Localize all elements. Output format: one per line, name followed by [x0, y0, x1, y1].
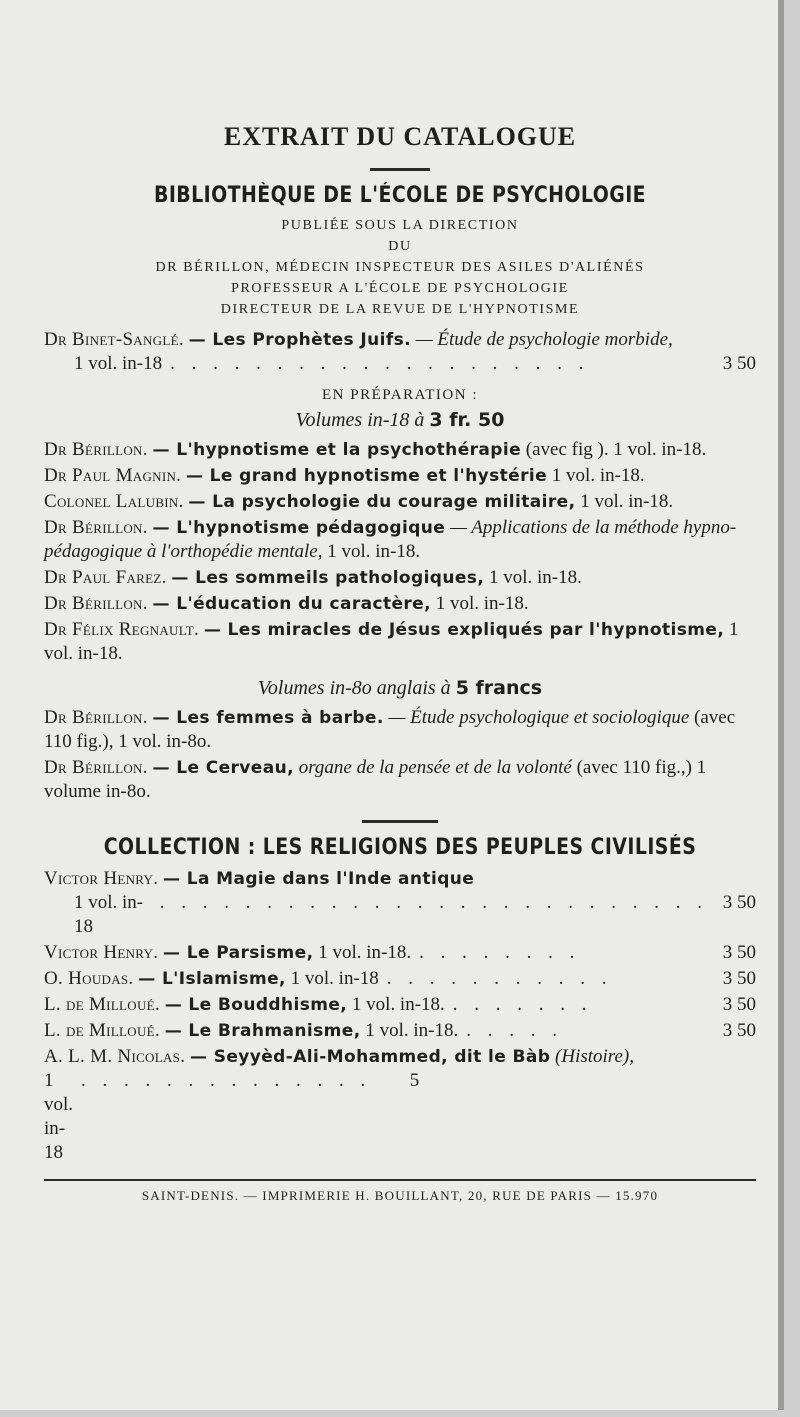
leader-dots: . . . . . . . . . . . . . . . . . . . . . . . . . .	[159, 892, 708, 913]
entry-rest: 1 vol. in-18	[74, 892, 144, 937]
entry-rest: 1 vol. in-18.	[327, 541, 421, 562]
collection-entry-4	[44, 993, 756, 1017]
entry-work: — L'hypnotisme pédagogique	[152, 518, 446, 538]
entry-work: — L'éducation du caractère,	[152, 594, 431, 614]
vol-head-price: 3 fr. 50	[429, 409, 505, 431]
collection-entry-2	[44, 941, 756, 965]
vol-head-text: Volumes in-8o anglais à	[257, 677, 451, 699]
entry-rest: 1 vol. in-18.	[551, 465, 645, 486]
entry-prep-4	[44, 516, 756, 564]
entry-rest: (avec 110 fig.), 1 vol. in-8o.	[44, 707, 736, 752]
leader-dots: . . . . .	[466, 1020, 563, 1041]
entry-author: Dr Bérillon.	[44, 439, 148, 460]
entry-rest: 1 vol. in-18.	[365, 1020, 459, 1041]
entry-work: — Les Prophètes Juifs.	[188, 330, 412, 350]
entry-work: — L'hypnotisme et la psychothérapie	[152, 440, 522, 460]
entry-work: — La Magie dans l'Inde antique	[163, 869, 475, 889]
entry-work: — Le Brahmanisme,	[164, 1021, 361, 1041]
entry-price: 3 50	[722, 1020, 756, 1041]
collection-entry-1	[44, 867, 756, 939]
page-content	[44, 118, 756, 1205]
entry-author: A. L. M. Nicolas.	[44, 1046, 186, 1067]
entry-rest: 1 vol. in-18	[44, 1070, 74, 1163]
entry-work: — Le Cerveau,	[152, 758, 294, 778]
entry-rest: 1 vol. in-18.	[580, 491, 674, 512]
entry-price: 3 50	[722, 353, 756, 374]
entry-rest: (avec 110 fig.,) 1 volume in-8o.	[44, 757, 707, 802]
entry-author: Dr Bérillon.	[44, 707, 148, 728]
entry-author: Dr Bérillon.	[44, 517, 148, 538]
entry-author: L. de Milloué.	[44, 994, 160, 1015]
entry-prep-3	[44, 490, 756, 514]
collection-entry-3	[44, 967, 756, 991]
entry-work: — Les miracles de Jésus expliqués par l'hypnotisme,	[203, 620, 725, 640]
entry-prep-1	[44, 438, 756, 462]
catalogue-title: EXTRAIT DU CATALOGUE	[223, 122, 577, 151]
entry-rest: 1 vol. in-18.	[435, 593, 529, 614]
entry-work: — Les sommeils pathologiques,	[171, 568, 485, 588]
entry-work: — Le Parsisme,	[163, 943, 314, 963]
entry-work: — La psychologie du courage mili	[188, 492, 522, 512]
preparation-label: EN PRÉPARATION :	[322, 387, 478, 403]
entry-price: 3 50	[722, 892, 756, 913]
leader-dots: . . . . . . . .	[419, 942, 581, 963]
entry-author: Dr Binet-Sanglé.	[44, 329, 184, 350]
entry-desc: — Étude de psychologie morbide,	[415, 329, 673, 350]
leader-dots: . . . . . . . . . . .	[386, 968, 613, 989]
octavo-volumes-head	[44, 674, 756, 702]
entry-octavo-2	[44, 756, 756, 804]
preparation-volumes-head	[44, 406, 756, 434]
entry-desc: — Étude psychologique et sociologique	[388, 707, 690, 728]
printer-imprint: SAINT-DENIS. — IMPRIMERIE H. BOUILLANT, 20, RUE DE PARIS — 15.970	[141, 1188, 659, 1203]
entry-work-continued: taire,	[521, 492, 576, 512]
direction-line-1: PUBLIÉE SOUS LA DIRECTION	[281, 218, 519, 233]
entry-work: — Les femmes à barbe.	[152, 708, 384, 728]
entry-binet-sangle	[44, 328, 756, 376]
entry-rest: 1 vol. in-18.	[44, 619, 739, 664]
vol-head-text: Volumes in-18 à	[295, 409, 425, 431]
entry-prep-7	[44, 618, 756, 666]
vol-head-price: 5 francs	[455, 677, 543, 699]
entry-work: — Le grand hypnotisme et l'hystérie	[185, 466, 548, 486]
entry-author: Dr Paul Magnin.	[44, 465, 182, 486]
direction-line-2: DU	[388, 239, 412, 254]
entry-price: 5	[409, 1070, 420, 1091]
entry-desc: organe de la pensée et de la volonté	[298, 757, 572, 778]
entry-prep-2	[44, 464, 756, 488]
footer-divider	[44, 1179, 756, 1181]
leader-dots: . . . . . . .	[452, 994, 593, 1015]
entry-rest: 1 vol. in-18.	[488, 567, 582, 588]
entry-author: Dr Félix Regnault.	[44, 619, 200, 640]
entry-rest: 1 vol. in-18.	[351, 994, 445, 1015]
entry-work: — L'Islamisme,	[138, 969, 286, 989]
entry-octavo-1	[44, 706, 756, 754]
library-title: BIBLIOTHÈQUE DE L'ÉCOLE DE PSYCHOLOGIE	[153, 183, 647, 208]
entry-author: Victor Henry.	[44, 868, 159, 889]
entry-author: L. de Milloué.	[44, 1020, 160, 1041]
entry-author: Dr Bérillon.	[44, 593, 148, 614]
collection-list	[44, 867, 756, 1165]
entry-rest: (avec fig ). 1 vol. in-18.	[525, 439, 707, 460]
entry-price: 3 50	[722, 968, 756, 989]
entry-price: 3 50	[722, 994, 756, 1015]
collection-entry-5	[44, 1019, 756, 1043]
entry-author: Dr Bérillon.	[44, 757, 148, 778]
entry-author: Victor Henry.	[44, 942, 159, 963]
direction-line-5: DIRECTEUR DE LA REVUE DE L'HYPNOTISME	[220, 302, 580, 317]
entry-author: Colonel Lalubin.	[44, 491, 184, 512]
entry-desc: — Applications de la méthode hypno-pédagogique à l'orthopédie mentale,	[44, 517, 737, 562]
entry-rest: 1 vol. in-18	[290, 968, 379, 989]
leader-dots: . . . . . . . . . . . . . .	[81, 1070, 372, 1091]
entry-prep-6	[44, 592, 756, 616]
entry-price: 3 50	[722, 942, 756, 963]
entry-desc: (Histoire),	[555, 1046, 634, 1067]
direction-line-4: PROFESSEUR A L'ÉCOLE DE PSYCHOLOGIE	[231, 281, 569, 296]
leader-dots: . . . . . . . . . . . . . . . . . . . .	[170, 353, 590, 374]
entry-rest: 1 vol. in-18.	[318, 942, 412, 963]
collection-entry-6	[44, 1045, 756, 1165]
entry-work: — Le Bouddhisme,	[164, 995, 348, 1015]
title-divider	[370, 168, 430, 171]
entry-vol: 1 vol. in-18	[74, 353, 163, 374]
collection-divider	[362, 820, 438, 823]
direction-block	[44, 215, 756, 320]
entry-author: O. Houdas.	[44, 968, 134, 989]
direction-line-3: DR BÉRILLON, MÉDECIN INSPECTEUR DES ASILES D'ALIÉNÉS	[155, 260, 645, 275]
collection-title: COLLECTION : LES RELIGIONS DES PEUPLES CIVILISÉS	[103, 835, 697, 860]
entry-author: Dr Paul Farez.	[44, 567, 167, 588]
entry-prep-5	[44, 566, 756, 590]
entry-work: — Seyyèd-Ali-Mohammed, dit le Bàb	[190, 1047, 551, 1067]
